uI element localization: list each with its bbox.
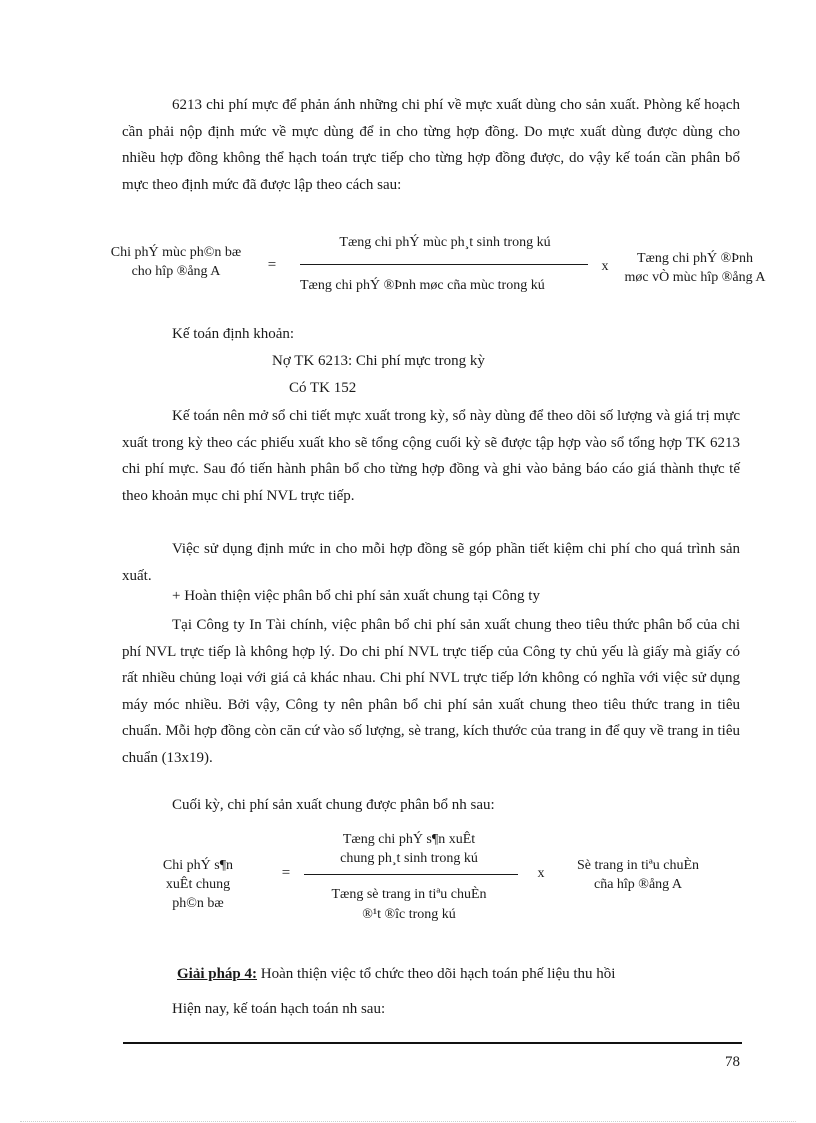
paragraph-ink-cost: 6213 chi phí mực để phản ánh những chi phí về mực xuất dùng cho sản xuất. Phòng kế hoạch cần phải nộp định mức về mực dùng để in cho từng hợp đồng. Do mực xuất dùng được dùng cho nhiều hợp đồng không thể hạch toán trực tiếp cho từng hợp đồng được, do vậy kế toán cần phân bổ mực theo định mức đã được lập theo cách sau: [122, 97, 740, 193]
formula1-numerator: Tæng chi phÝ mùc ph¸t sinh trong kú [339, 235, 551, 250]
formula2-times: x [537, 866, 545, 881]
formula2-lhs-line3: ph©n bæ [172, 896, 224, 911]
formula2-fraction-bar [304, 874, 518, 875]
formula1-rhs-line1: Tæng chi phÝ ®Þnh [636, 251, 754, 266]
footer-rule [123, 1042, 742, 1044]
solution-4-text: Hoàn thiện việc tổ chức theo dõi hạch toán phế liệu thu hồi [257, 966, 616, 982]
paragraph-norm-savings: Việc sử dụng định mức in cho mỗi hợp đồng sẽ góp phần tiết kiệm chi phí cho quá trình sản xuất. [122, 541, 740, 584]
formula2-lhs-line2: xuÊt chung [165, 877, 231, 892]
formula2-rhs-line1: Sè trang in tiªu chuÈn [576, 858, 700, 873]
heading-journal-entry: Kế toán định khoản: [172, 326, 295, 342]
formula2-numerator-line1: Tæng chi phÝ s¶n xuÊt [342, 832, 476, 847]
paragraph-current-accounting: Hiện nay, kế toán hạch toán nh sau: [172, 1001, 386, 1017]
formula2-denominator-line1: Tæng sè trang in tiªu chuÈn [331, 887, 487, 902]
formula2-equals: = [281, 865, 291, 881]
formula1-lhs-line1: Chi phÝ mùc ph©n bæ [110, 245, 242, 260]
formula1-times: x [601, 259, 609, 274]
paragraph-ink-ledger: Kế toán nên mở sổ chi tiết mực xuất trong kỳ, sổ này dùng để theo dõi số lượng và giá trị mực xuất trong kỳ theo các phiếu xuất kho sẽ tổng cộng cuối kỳ sẽ được tập hợp vào sổ tổng hợp TK 6213 chi phí mực. Sau đó tiến hành phân bổ cho từng hợp đồng và ghi vào bảng báo cáo giá thành thực tế theo khoản mục chi phí NVL trực tiếp. [122, 408, 740, 504]
formula1-lhs-line2: cho hîp ®ång A [131, 264, 221, 279]
formula1-rhs-line2: møc vÒ mùc hîp ®ång A [624, 270, 766, 285]
heading-solution-4 [177, 966, 615, 983]
formula2-denominator-line2: ®¹t ®îc trong kú [362, 907, 456, 922]
paragraph-overhead-analysis: Tại Công ty In Tài chính, việc phân bổ chi phí sản xuất chung theo tiêu thức phân bổ của chi phí NVL trực tiếp là không hợp lý. Do chi phí NVL trực tiếp của Công ty chủ yếu là giấy mà giấy có rất nhiều chủng loại với giá cả khác nhau. Chi phí NVL trực tiếp lớn không có nghĩa với việc sử dụng máy móc nhiều. Bởi vậy, Công ty nên phân bổ chi phí sản xuất chung theo tiêu thức trang in tiêu chuẩn. Mỗi hợp đồng còn căn cứ vào số lượng, sè trang, kích thước của trang in để quy về trang in tiêu chuẩn (13x19). [122, 617, 740, 766]
formula2-rhs-line2: cña hîp ®ång A [593, 877, 682, 892]
formula1-fraction-bar [300, 264, 588, 265]
journal-debit: Nợ TK 6213: Chi phí mực trong kỳ [272, 353, 485, 369]
paragraph-period-end: Cuối kỳ, chi phí sản xuất chung được phân bổ nh sau: [172, 797, 495, 813]
formula2-numerator-line2: chung ph¸t sinh trong kú [340, 851, 478, 866]
formula1-denominator: Tæng chi phÝ ®Þnh møc cña mùc trong kú [300, 278, 545, 293]
solution-4-label: Giải pháp 4: [177, 966, 258, 982]
journal-credit: Có TK 152 [289, 380, 357, 396]
formula2-lhs-line1: Chi phÝ s¶n [162, 858, 234, 873]
page-edge-divider [20, 1121, 796, 1122]
heading-overhead-allocation: + Hoàn thiện việc phân bổ chi phí sản xuất chung tại Công ty [172, 588, 540, 604]
formula1-equals: = [267, 257, 277, 273]
page-number: 78 [725, 1054, 740, 1070]
